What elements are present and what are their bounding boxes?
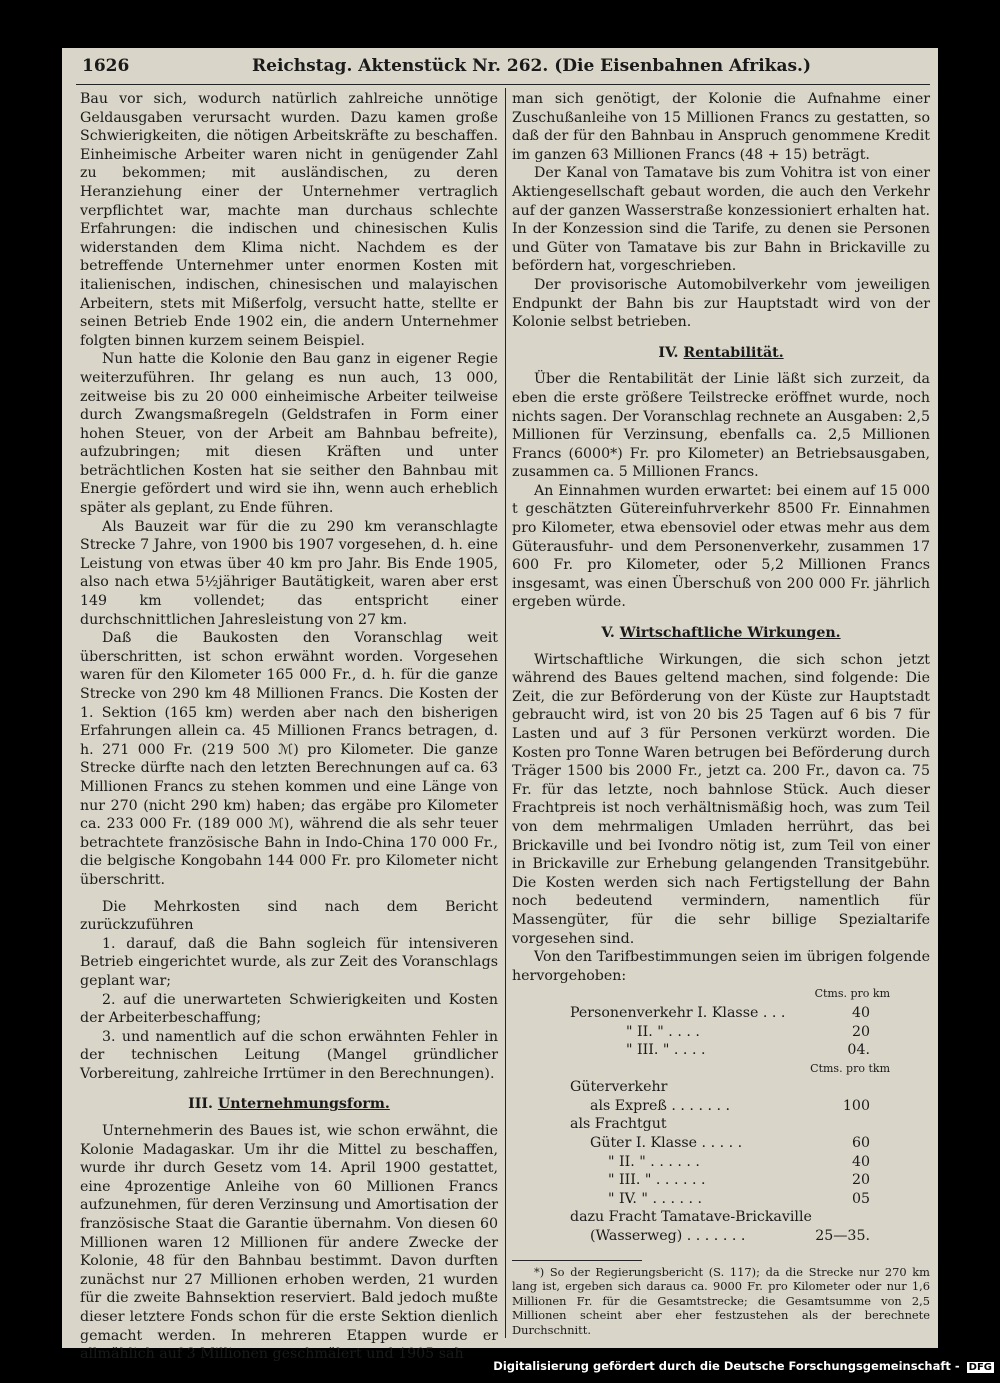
header-rule: [76, 84, 930, 85]
left-column: [80, 90, 498, 1364]
section-title: Unternehmungsform.: [217, 1096, 390, 1113]
document-page: [62, 48, 938, 1363]
section-number: V.: [601, 625, 615, 642]
section-heading-iv: [512, 344, 930, 363]
credit-text: Digitalisierung gefördert durch die Deutsche Forschungsgemeinschaft -: [493, 1359, 960, 1373]
table-row: als Expreß . . . . . . . 100: [590, 1097, 870, 1114]
footnote-text: *) So der Regierungsbericht (S. 117); da die Strecke nur 270 km lang ist, ergeben sich daraus ca. 9000 Fr. pro Kilometer oder nur 1,6 Millionen Fr. für die Gesamtstrecke; die Gesamtsumme von 2,5 Millionen scheint aber eher festzustehen als der berechnete Durchschnitt.: [512, 1264, 930, 1337]
paragraph: Unternehmerin des Baues ist, wie schon erwähnt, die Kolonie Madagaskar. Um ihr die Mittel zu beschaffen, wurde ihr durch Gesetz vom 14. April 1900 gestattet, eine 4prozentige Anleihe von 60 Millionen Francs aufzunehmen, für deren Verzinsung und Amortisation der französische Staat die Garantie übernahm. Von diesen 60 Millionen waren 12 Millionen für andere Zwecke der Kolonie, 48 für den Bahnbau bestimmt. Davon durften zunächst nur 27 Millionen erhoben werden, 21 wurden für die zweite Bahnsektion reserviert. Bald jedoch mußte dieser letztere Fonds schon für die erste Sektion dienlich gemacht werden. In mehreren Etappen wurde er allmählich auf 3 Millionen geschmälert und 1905 sah: [80, 1123, 498, 1363]
paragraph: Über die Rentabilität der Linie läßt sich zurzeit, da eben die erste größere Teilstrecke eröffnet wurde, noch nichts sagen. Der Voranschlag rechnete an Ausgaben: 2,5 Millionen für Verzinsung, ebenfalls ca. 2,5 Millionen Francs (6000*) Fr. pro Kilometer) an Betriebsausgaben, zusammen ca. 5 Millionen Francs.: [512, 371, 930, 481]
table-row: Personenverkehr I. Klasse . . . 40: [570, 1004, 870, 1021]
tariff-table: [570, 985, 890, 1245]
paragraph: man sich genötigt, der Kolonie die Aufnahme einer Zuschußanleihe von 15 Millionen Francs zu gestatten, so daß der für den Bahnbau in Anspruch genommene Kredit im ganzen 63 Millionen Francs (48 + 15) beträgt.: [512, 91, 930, 163]
table-row: " III. " . . . . . . 20: [608, 1172, 870, 1189]
column-divider: [505, 88, 506, 1338]
footnote: [512, 1265, 930, 1338]
table-row: " II. " . . . . . . 40: [608, 1153, 870, 1170]
table-row: " II. " . . . . 20: [626, 1023, 870, 1040]
dfg-logo: DFG: [968, 1362, 992, 1373]
digitization-credit: [493, 1359, 994, 1373]
list-item: 3. und namentlich auf die schon erwähnten Fehler in der technischen Leitung (Mangel gründlicher Vorbereitung, zahlreiche Irrtümer in den Berechnungen).: [80, 1028, 498, 1082]
paragraph: Daß die Baukosten den Voranschlag weit überschritten, ist schon erwähnt worden. Vorgesehen waren für den Kilometer 165 000 Fr., d. h. für die ganze Strecke von 290 km 48 Millionen Francs. Die Kosten der 1. Sektion (165 km) werden aber nach den bisherigen Erfahrungen allein ca. 45 Millionen Francs betragen, d. h. 271 000 Fr. (219 500 ℳ) pro Kilometer. Die ganze Strecke dürfte nach den letzten Berechnungen auf ca. 63 Millionen Francs zu stehen kommen und eine Länge von nur 270 (nicht 290 km) haben; das ergäbe pro Kilometer ca. 233 000 Fr. (189 000 ℳ), während die als sehr teuer betrachtete französische Bahn in Indo-China 170 000 Fr., die belgische Kongobahn 144 000 Fr. pro Kilometer nicht überschritt.: [80, 630, 498, 888]
paragraph: Als Bauzeit war für die zu 290 km veranschlagte Strecke 7 Jahre, von 1900 bis 1907 vorgesehen, d. h. eine Leistung von etwas über 40 km pro Jahr. Bis Ende 1905, also nach etwa 5½jähriger Bautätigkeit, waren aber erst 149 km vollendet; das entspricht einer durchschnittlichen Jahresleistung von 27 km.: [80, 518, 498, 628]
table-row: " IV. " . . . . . . 05: [608, 1190, 870, 1207]
table-row: Güter I. Klasse . . . . . 60: [590, 1135, 870, 1152]
paragraph: Nun hatte die Kolonie den Bau ganz in eigener Regie weiterzuführen. Ihr gelang es nun auch, 13 000, zeitweise bis zu 20 000 einheimische Arbeiter teilweise durch Zwangsmaßregeln (Geldstrafen in Form einer hohen Steuer, von der Arbeit am Bahnbau befreite), aufzubringen; mit diesen Kräften und unter beträchtlichen Kosten hat sie seither den Bahnbau mit Energie gefördert und wird sie ihn, wenn auch erheblich später als geplant, zu Ende führen.: [80, 351, 498, 517]
page-header: [82, 56, 928, 84]
right-column: [512, 90, 930, 1338]
section-number: IV.: [658, 344, 679, 361]
section-title: Wirtschaftliche Wirkungen.: [619, 625, 841, 642]
page-number: 1626: [82, 56, 130, 76]
section-heading-iii: [80, 1095, 498, 1114]
section-heading-v: [512, 624, 930, 643]
table-row: dazu Fracht Tamatave-Brickaville: [570, 1209, 812, 1226]
unit-label: Ctms. pro tkm: [810, 1061, 890, 1075]
paragraph: An Einnahmen wurden erwartet: bei einem auf 15 000 t geschätzten Gütereinfuhrverkehr 8500 Fr. Einnahmen pro Kilometer, etwa ebensoviel oder etwas mehr aus dem Güterausfuhr- und dem Personenverkehr, zusammen 17 600 Fr. pro Kilometer, oder 5,2 Millionen Francs insgesamt, was einen Überschuß von 200 000 Fr. jährlich ergeben würde.: [512, 482, 930, 611]
paragraph: Wirtschaftliche Wirkungen, die sich schon jetzt während des Baues geltend machen, sind folgende: Die Zeit, die zur Beförderung von der Küste zur Hauptstadt gebraucht wird, ist von 20 bis 25 Tagen auf 6 bis 7 für Lasten und auf 3 für Personen verkürzt worden. Die Kosten pro Tonne Waren betrugen bei Beförderung durch Träger 1500 bis 2000 Fr., jetzt ca. 200 Fr., davon ca. 75 Fr. für das letzte, noch bahnlose Stück. Auch dieser Frachtpreis ist noch verhältnismäßig hoch, was zum Teil von dem mehrmaligen Umladen herrührt, das bei Brickaville und bei Ivondro nötig ist, zum Teil von einer in Brickaville zur Erhebung gelangenden Transitgebühr. Die Kosten werden sich nach Fertigstellung der Bahn noch bedeutend vermindern, namentlich für Massengüter, für die sehr billige Spezialtarife vorgesehen sind.: [512, 651, 930, 947]
table-row: (Wasserweg) . . . . . . . 25—35.: [590, 1228, 870, 1245]
footnote-rule: [512, 1260, 642, 1261]
section-title: Rentabilität.: [683, 344, 784, 361]
unit-label: Ctms. pro km: [814, 987, 890, 1001]
paragraph: Die Mehrkosten sind nach dem Bericht zurückzuführen: [80, 898, 498, 934]
list-item: 1. darauf, daß die Bahn sogleich für intensiveren Betrieb eingerichtet wurde, als zur Zeit des Voranschlags geplant war;: [80, 935, 498, 989]
table-row: als Frachtgut: [570, 1116, 667, 1133]
list-item: 2. auf die unerwarteten Schwierigkeiten und Kosten der Arbeiterbeschaffung;: [80, 991, 498, 1027]
paragraph: Bau vor sich, wodurch natürlich zahlreiche unnötige Geldausgaben verursacht wurden. Dazu kamen große Schwierigkeiten, die nötigen Arbeitskräfte zu beschaffen. Einheimische Arbeiter waren nicht in genügender Zahl zu bekommen; mit ausländischen, zu deren Heranziehung einer der Unternehmer vertraglich verpflichtet war, machte man durchaus schlechte Erfahrungen: die indischen und chinesischen Kulis widerstanden dem Klima nicht. Nachdem es der betreffende Unternehmer unter enormen Kosten mit italienischen, indischen, chinesischen und malayischen Arbeitern, stets mit Mißerfolg, versucht hatte, stellte er seinen Betrieb Ende 1902 ein, die andern Unternehmer folgten binnen kurzem seinem Beispiel.: [80, 91, 498, 349]
running-title: Reichstag. Aktenstück Nr. 262. (Die Eisenbahnen Afrikas.): [252, 56, 811, 76]
paragraph: Der Kanal von Tamatave bis zum Vohitra ist von einer Aktiengesellschaft gebaut worden, die auch den Verkehr auf der ganzen Wasserstraße konzessioniert erhalten hat. In der Konzession sind die Tarife, zu denen sie Personen und Güter von Tamatave bis zur Bahn in Brickaville zu befördern hat, vorgeschrieben.: [512, 165, 930, 275]
paragraph: Von den Tarifbestimmungen seien im übrigen folgende hervorgehoben:: [512, 949, 930, 984]
table-row: Güterverkehr: [570, 1079, 668, 1096]
table-row: " III. " . . . . 04.: [626, 1042, 870, 1059]
section-number: III.: [188, 1096, 213, 1113]
paragraph: Der provisorische Automobilverkehr vom jeweiligen Endpunkt der Bahn bis zur Hauptstadt wird von der Kolonie selbst betrieben.: [512, 276, 930, 331]
